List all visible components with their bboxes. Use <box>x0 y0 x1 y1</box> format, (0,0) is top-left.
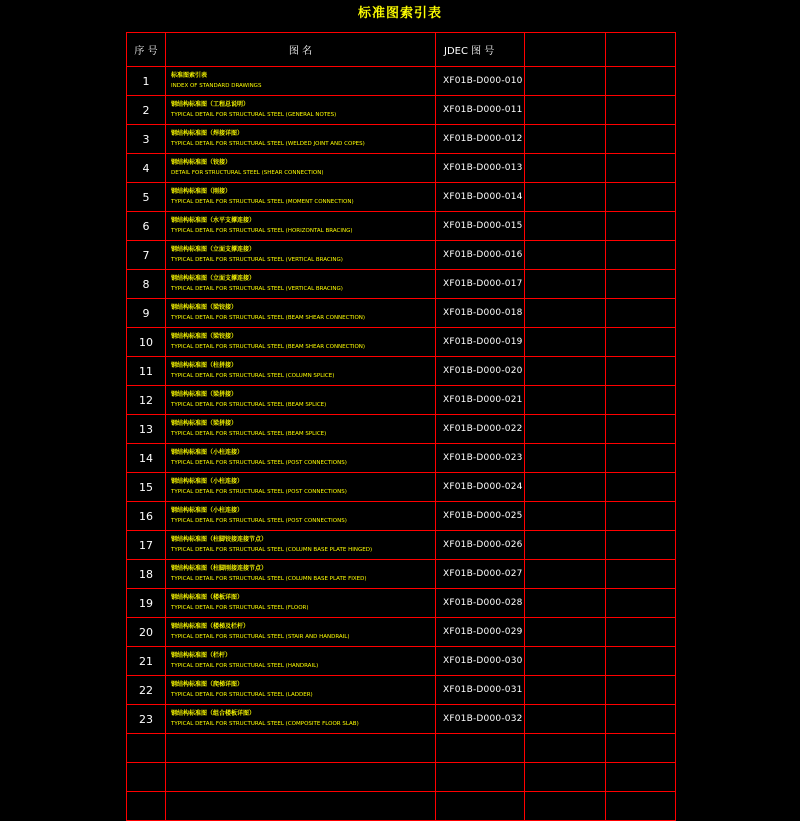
drawing-name-en: TYPICAL DETAIL FOR STRUCTURAL STEEL (LADDER) <box>171 692 313 698</box>
drawing-name <box>166 473 436 502</box>
drawing-name <box>166 618 436 647</box>
drawing-name-cn: 钢结构标准图（爬梯详图） <box>171 681 244 688</box>
blank-cell <box>525 705 606 734</box>
table-row <box>127 299 676 328</box>
blank-cell <box>525 589 606 618</box>
blank-cell <box>606 241 676 270</box>
blank-cell <box>606 705 676 734</box>
drawing-name-en: TYPICAL DETAIL FOR STRUCTURAL STEEL (COLUMN SPLICE) <box>171 373 335 379</box>
drawing-name-en: TYPICAL DETAIL FOR STRUCTURAL STEEL (BEAM SPLICE) <box>171 431 327 437</box>
table-row <box>127 618 676 647</box>
blank-cell <box>606 647 676 676</box>
blank-cell <box>525 647 606 676</box>
drawing-name-cn: 钢结构标准图（楼梯及栏杆） <box>171 623 250 630</box>
drawing-name-cn: 钢结构标准图（立面支撑连接） <box>171 246 256 253</box>
drawing-name-cn: 钢结构标准图（柱脚铰接连接节点） <box>171 536 268 543</box>
drawing-name-en: TYPICAL DETAIL FOR STRUCTURAL STEEL (VERTICAL BRACING) <box>171 286 343 292</box>
row-number: 13 <box>127 415 166 444</box>
table-row <box>127 647 676 676</box>
blank-cell <box>525 328 606 357</box>
blank-cell <box>525 241 606 270</box>
blank-cell <box>606 473 676 502</box>
blank-cell <box>606 763 676 792</box>
blank-cell <box>606 328 676 357</box>
blank-cell <box>606 618 676 647</box>
drawing-code: XF01B-D000-032 <box>436 705 525 734</box>
blank-cell <box>525 618 606 647</box>
drawing-name-cn: 钢结构标准图（刚接） <box>171 188 232 195</box>
drawing-name-en: TYPICAL DETAIL FOR STRUCTURAL STEEL (BEAM SHEAR CONNECTION) <box>171 344 366 350</box>
drawing-code: XF01B-D000-020 <box>436 357 525 386</box>
drawing-name-en: TYPICAL DETAIL FOR STRUCTURAL STEEL (STAIR AND HANDRAIL) <box>171 634 350 640</box>
row-number: 11 <box>127 357 166 386</box>
table-row <box>127 444 676 473</box>
blank-cell <box>525 299 606 328</box>
table-row <box>127 328 676 357</box>
table-row <box>127 96 676 125</box>
drawing-name-cn: 钢结构标准图（铰接） <box>171 159 232 166</box>
blank-cell <box>525 792 606 821</box>
drawing-code: XF01B-D000-031 <box>436 676 525 705</box>
drawing-code: XF01B-D000-013 <box>436 154 525 183</box>
drawing-code: XF01B-D000-028 <box>436 589 525 618</box>
drawing-code: XF01B-D000-011 <box>436 96 525 125</box>
blank-cell <box>525 212 606 241</box>
blank-cell <box>606 299 676 328</box>
table-row <box>127 705 676 734</box>
row-number: 1 <box>127 67 166 96</box>
drawing-name <box>166 299 436 328</box>
table-row <box>127 763 676 792</box>
row-number: 14 <box>127 444 166 473</box>
drawing-code: XF01B-D000-012 <box>436 125 525 154</box>
table-row <box>127 154 676 183</box>
drawing-code: XF01B-D000-030 <box>436 647 525 676</box>
row-number: 2 <box>127 96 166 125</box>
drawing-code <box>436 734 525 763</box>
drawing-code: XF01B-D000-025 <box>436 502 525 531</box>
table-row <box>127 792 676 821</box>
page-title: 标准图索引表 <box>357 6 442 21</box>
drawing-name-en: TYPICAL DETAIL FOR STRUCTURAL STEEL (FLOOR) <box>171 605 309 611</box>
table-row <box>127 734 676 763</box>
row-number: 6 <box>127 212 166 241</box>
table-row <box>127 125 676 154</box>
drawing-name-cn: 钢结构标准图（梁拼接） <box>171 420 238 427</box>
drawing-name-en: TYPICAL DETAIL FOR STRUCTURAL STEEL (COLUMN BASE PLATE FIXED) <box>171 576 367 582</box>
blank-cell <box>606 270 676 299</box>
table-row <box>127 676 676 705</box>
blank-cell <box>606 531 676 560</box>
drawing-code: XF01B-D000-014 <box>436 183 525 212</box>
drawing-name-en: TYPICAL DETAIL FOR STRUCTURAL STEEL (WELDED JOINT AND COPES) <box>171 141 365 147</box>
drawing-code <box>436 763 525 792</box>
drawing-name <box>166 415 436 444</box>
drawing-name <box>166 560 436 589</box>
blank-cell <box>606 415 676 444</box>
table-header-row <box>127 33 676 67</box>
row-number: 22 <box>127 676 166 705</box>
row-number: 21 <box>127 647 166 676</box>
row-number: 18 <box>127 560 166 589</box>
table-row <box>127 502 676 531</box>
table-row <box>127 473 676 502</box>
drawing-code: XF01B-D000-027 <box>436 560 525 589</box>
drawing-name-cn: 钢结构标准图（柱脚刚接连接节点） <box>171 565 268 572</box>
blank-cell <box>606 444 676 473</box>
blank-cell <box>606 792 676 821</box>
blank-cell <box>606 502 676 531</box>
drawing-name-en: TYPICAL DETAIL FOR STRUCTURAL STEEL (POST CONNECTIONS) <box>171 460 347 466</box>
blank-cell <box>525 531 606 560</box>
table-row <box>127 212 676 241</box>
drawing-name-en: TYPICAL DETAIL FOR STRUCTURAL STEEL (POST CONNECTIONS) <box>171 489 347 495</box>
blank-cell <box>525 502 606 531</box>
drawing-name <box>166 676 436 705</box>
blank-cell <box>606 676 676 705</box>
drawing-name-en: TYPICAL DETAIL FOR STRUCTURAL STEEL (HORIZONTAL BRACING) <box>171 228 353 234</box>
blank-cell <box>606 125 676 154</box>
table-row <box>127 183 676 212</box>
drawing-name-en: INDEX OF STANDARD DRAWINGS <box>171 83 262 89</box>
blank-cell <box>606 212 676 241</box>
drawing-name <box>166 212 436 241</box>
drawing-name <box>166 763 436 792</box>
blank-cell <box>525 357 606 386</box>
row-number: 7 <box>127 241 166 270</box>
drawing-name-cn: 钢结构标准图（水平支撑连接） <box>171 217 256 224</box>
drawing-name-cn: 钢结构标准图（工程总说明） <box>171 101 250 108</box>
drawing-name-en: TYPICAL DETAIL FOR STRUCTURAL STEEL (COLUMN BASE PLATE HINGED) <box>171 547 373 553</box>
table-row <box>127 560 676 589</box>
header-code: JDEC 图 号 <box>436 33 525 67</box>
header-name: 图 名 <box>166 33 436 67</box>
blank-cell <box>606 589 676 618</box>
drawing-name-en: TYPICAL DETAIL FOR STRUCTURAL STEEL (HANDRAIL) <box>171 663 319 669</box>
drawing-name-cn: 钢结构标准图（立面支撑连接） <box>171 275 256 282</box>
drawing-code: XF01B-D000-029 <box>436 618 525 647</box>
header-no: 序 号 <box>127 33 166 67</box>
drawing-name-cn: 标准图索引表 <box>171 72 208 79</box>
drawing-name-cn: 钢结构标准图（楼板详图） <box>171 594 244 601</box>
row-number: 15 <box>127 473 166 502</box>
row-number: 16 <box>127 502 166 531</box>
blank-cell <box>525 270 606 299</box>
blank-cell <box>525 125 606 154</box>
row-number <box>127 792 166 821</box>
table-row <box>127 531 676 560</box>
row-number: 20 <box>127 618 166 647</box>
drawing-name-en: TYPICAL DETAIL FOR STRUCTURAL STEEL (BEAM SHEAR CONNECTION) <box>171 315 366 321</box>
drawing-name-en: TYPICAL DETAIL FOR STRUCTURAL STEEL (COMPOSITE FLOOR SLAB) <box>171 721 359 727</box>
blank-cell <box>606 560 676 589</box>
blank-cell <box>525 734 606 763</box>
blank-cell <box>606 357 676 386</box>
drawing-name <box>166 270 436 299</box>
drawing-code: XF01B-D000-026 <box>436 531 525 560</box>
drawing-name <box>166 241 436 270</box>
drawing-name <box>166 154 436 183</box>
blank-cell <box>525 444 606 473</box>
drawing-name-cn: 钢结构标准图（梁铰接） <box>171 304 238 311</box>
blank-cell <box>606 386 676 415</box>
drawing-code: XF01B-D000-018 <box>436 299 525 328</box>
row-number <box>127 763 166 792</box>
blank-cell <box>525 560 606 589</box>
drawing-code: XF01B-D000-015 <box>436 212 525 241</box>
drawing-code: XF01B-D000-010 <box>436 67 525 96</box>
drawing-name-cn: 钢结构标准图（小柱连接） <box>171 507 244 514</box>
drawing-name <box>166 125 436 154</box>
blank-cell <box>525 67 606 96</box>
row-number: 19 <box>127 589 166 618</box>
row-number: 17 <box>127 531 166 560</box>
drawing-code: XF01B-D000-021 <box>436 386 525 415</box>
drawing-name <box>166 386 436 415</box>
drawing-code: XF01B-D000-022 <box>436 415 525 444</box>
drawing-name <box>166 734 436 763</box>
row-number <box>127 734 166 763</box>
drawing-name <box>166 357 436 386</box>
drawing-name-cn: 钢结构标准图（梁铰接） <box>171 333 238 340</box>
blank-cell <box>525 386 606 415</box>
table-row <box>127 415 676 444</box>
drawing-name-cn: 钢结构标准图（柱拼接） <box>171 362 238 369</box>
drawing-name-en: TYPICAL DETAIL FOR STRUCTURAL STEEL (BEAM SPLICE) <box>171 402 327 408</box>
drawing-name <box>166 705 436 734</box>
drawing-name-cn: 钢结构标准图（组合楼板详图） <box>171 710 256 717</box>
row-number: 9 <box>127 299 166 328</box>
blank-cell <box>525 154 606 183</box>
drawing-name-en: TYPICAL DETAIL FOR STRUCTURAL STEEL (POST CONNECTIONS) <box>171 518 347 524</box>
blank-cell <box>606 183 676 212</box>
drawing-name <box>166 502 436 531</box>
drawing-name <box>166 792 436 821</box>
table-row <box>127 589 676 618</box>
drawing-name <box>166 531 436 560</box>
drawing-name <box>166 96 436 125</box>
blank-cell <box>525 473 606 502</box>
drawing-code <box>436 792 525 821</box>
drawing-name <box>166 67 436 96</box>
blank-cell <box>525 676 606 705</box>
drawing-name-cn: 钢结构标准图（梁拼接） <box>171 391 238 398</box>
row-number: 23 <box>127 705 166 734</box>
row-number: 3 <box>127 125 166 154</box>
drawing-name <box>166 444 436 473</box>
row-number: 8 <box>127 270 166 299</box>
blank-cell <box>606 67 676 96</box>
header-col5 <box>606 33 676 67</box>
table-row <box>127 270 676 299</box>
drawing-name <box>166 183 436 212</box>
drawing-code: XF01B-D000-017 <box>436 270 525 299</box>
drawing-name-cn: 钢结构标准图（焊接详图） <box>171 130 244 137</box>
drawing-name <box>166 589 436 618</box>
drawing-name-cn: 钢结构标准图（栏杆） <box>171 652 232 659</box>
row-number: 4 <box>127 154 166 183</box>
drawing-name-en: DETAIL FOR STRUCTURAL STEEL (SHEAR CONNECTION) <box>171 170 324 176</box>
drawing-name <box>166 328 436 357</box>
drawing-code: XF01B-D000-023 <box>436 444 525 473</box>
row-number: 5 <box>127 183 166 212</box>
table-row <box>127 241 676 270</box>
row-number: 12 <box>127 386 166 415</box>
blank-cell <box>525 415 606 444</box>
row-number: 10 <box>127 328 166 357</box>
blank-cell <box>525 96 606 125</box>
drawing-code: XF01B-D000-016 <box>436 241 525 270</box>
blank-cell <box>606 154 676 183</box>
table-row <box>127 67 676 96</box>
drawing-name-en: TYPICAL DETAIL FOR STRUCTURAL STEEL (GENERAL NOTES) <box>171 112 337 118</box>
drawing-code: XF01B-D000-019 <box>436 328 525 357</box>
drawing-name-en: TYPICAL DETAIL FOR STRUCTURAL STEEL (MOMENT CONNECTION) <box>171 199 354 205</box>
header-col4 <box>525 33 606 67</box>
blank-cell <box>606 96 676 125</box>
table-row <box>127 386 676 415</box>
index-table <box>126 32 676 821</box>
drawing-name <box>166 647 436 676</box>
blank-cell <box>606 734 676 763</box>
blank-cell <box>525 763 606 792</box>
drawing-name-cn: 钢结构标准图（小柱连接） <box>171 478 244 485</box>
drawing-code: XF01B-D000-024 <box>436 473 525 502</box>
drawing-name-cn: 钢结构标准图（小柱连接） <box>171 449 244 456</box>
drawing-name-en: TYPICAL DETAIL FOR STRUCTURAL STEEL (VERTICAL BRACING) <box>171 257 343 263</box>
table-row <box>127 357 676 386</box>
blank-cell <box>525 183 606 212</box>
